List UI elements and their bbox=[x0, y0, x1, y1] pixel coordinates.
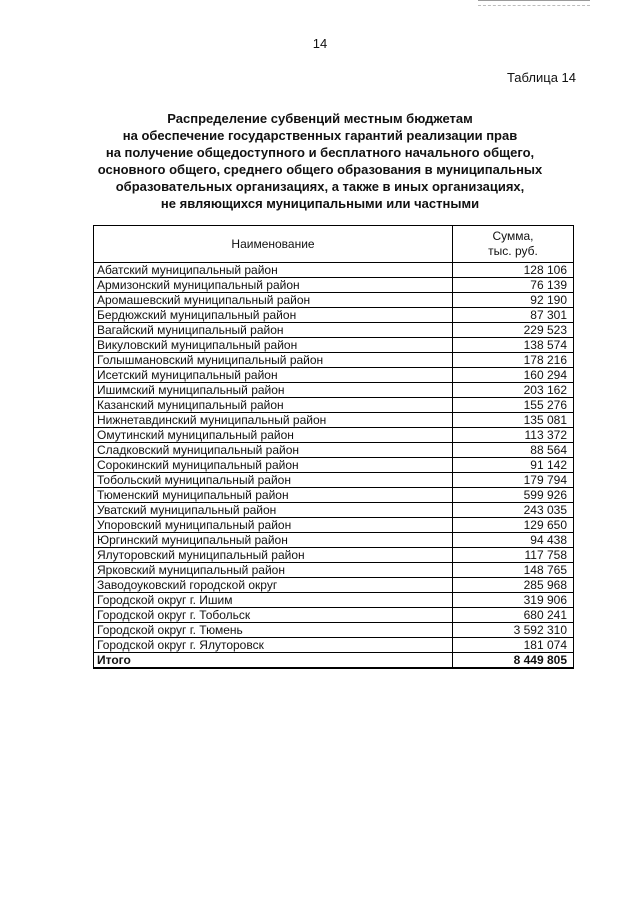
header-sum-unit: тыс. руб. bbox=[488, 244, 538, 258]
row-sum: 3 592 310 bbox=[453, 623, 574, 638]
table-row bbox=[94, 428, 574, 443]
table-row bbox=[94, 473, 574, 488]
title-line: на получение общедоступного и бесплатного начального общего, bbox=[105, 145, 535, 160]
row-name: Бердюжский муниципальный район bbox=[94, 308, 453, 323]
row-name: Голышмановский муниципальный район bbox=[94, 353, 453, 368]
row-sum: 91 142 bbox=[453, 458, 574, 473]
total-sum: 8 449 805 bbox=[453, 653, 574, 669]
title-line: на обеспечение государственных гарантий реализации прав bbox=[122, 128, 518, 143]
header-sum-line: Сумма, bbox=[492, 229, 534, 243]
row-sum: 203 162 bbox=[453, 383, 574, 398]
row-sum: 599 926 bbox=[453, 488, 574, 503]
row-name: Казанский муниципальный район bbox=[94, 398, 453, 413]
table-row bbox=[94, 368, 574, 383]
table-row bbox=[94, 398, 574, 413]
row-name: Городской округ г. Ялуторовск bbox=[94, 638, 453, 653]
row-sum: 129 650 bbox=[453, 518, 574, 533]
corner-scan-mark bbox=[478, 0, 590, 6]
table-label: Таблица 14 bbox=[506, 70, 576, 85]
row-sum: 229 523 bbox=[453, 323, 574, 338]
row-name: Городской округ г. Тюмень bbox=[94, 623, 453, 638]
row-sum: 178 216 bbox=[453, 353, 574, 368]
document-title bbox=[60, 110, 580, 212]
table-row bbox=[94, 413, 574, 428]
header-sum bbox=[453, 226, 574, 263]
row-name: Заводоуковский городской округ bbox=[94, 578, 453, 593]
row-name: Сладковский муниципальный район bbox=[94, 443, 453, 458]
title-line: Распределение субвенций местным бюджетам bbox=[167, 111, 473, 126]
total-label: Итого bbox=[94, 653, 453, 669]
row-name: Аромашевский муниципальный район bbox=[94, 293, 453, 308]
row-name: Викуловский муниципальный район bbox=[94, 338, 453, 353]
row-sum: 148 765 bbox=[453, 563, 574, 578]
row-sum: 243 035 bbox=[453, 503, 574, 518]
table-row bbox=[94, 638, 574, 653]
table-row bbox=[94, 548, 574, 563]
row-name: Ярковский муниципальный район bbox=[94, 563, 453, 578]
row-name: Исетский муниципальный район bbox=[94, 368, 453, 383]
table-row bbox=[94, 308, 574, 323]
table-row bbox=[94, 278, 574, 293]
table-row bbox=[94, 533, 574, 548]
row-sum: 155 276 bbox=[453, 398, 574, 413]
row-sum: 87 301 bbox=[453, 308, 574, 323]
table-row bbox=[94, 353, 574, 368]
row-name: Ялуторовский муниципальный район bbox=[94, 548, 453, 563]
table-row bbox=[94, 488, 574, 503]
header-name: Наименование bbox=[94, 226, 453, 263]
row-name: Ишимский муниципальный район bbox=[94, 383, 453, 398]
row-sum: 94 438 bbox=[453, 533, 574, 548]
row-sum: 680 241 bbox=[453, 608, 574, 623]
row-sum: 76 139 bbox=[453, 278, 574, 293]
table-row bbox=[94, 578, 574, 593]
total-row bbox=[94, 653, 574, 669]
row-name: Вагайский муниципальный район bbox=[94, 323, 453, 338]
row-name: Юргинский муниципальный район bbox=[94, 533, 453, 548]
table-body bbox=[94, 263, 574, 653]
table-row bbox=[94, 443, 574, 458]
row-name: Тобольский муниципальный район bbox=[94, 473, 453, 488]
row-sum: 319 906 bbox=[453, 593, 574, 608]
row-sum: 181 074 bbox=[453, 638, 574, 653]
row-sum: 179 794 bbox=[453, 473, 574, 488]
table-row bbox=[94, 593, 574, 608]
row-sum: 285 968 bbox=[453, 578, 574, 593]
row-name: Тюменский муниципальный район bbox=[94, 488, 453, 503]
row-sum: 160 294 bbox=[453, 368, 574, 383]
table-row bbox=[94, 338, 574, 353]
row-name: Омутинский муниципальный район bbox=[94, 428, 453, 443]
table-row bbox=[94, 608, 574, 623]
row-name: Городской округ г. Ишим bbox=[94, 593, 453, 608]
title-line: основного общего, среднего общего образования в муниципальных bbox=[97, 162, 543, 177]
row-name: Сорокинский муниципальный район bbox=[94, 458, 453, 473]
table-row bbox=[94, 263, 574, 278]
table-row bbox=[94, 383, 574, 398]
table-row bbox=[94, 458, 574, 473]
table-row bbox=[94, 623, 574, 638]
subventions-table bbox=[93, 225, 574, 669]
table-header-row bbox=[94, 226, 574, 263]
row-sum: 113 372 bbox=[453, 428, 574, 443]
row-sum: 88 564 bbox=[453, 443, 574, 458]
row-sum: 117 758 bbox=[453, 548, 574, 563]
table-row bbox=[94, 323, 574, 338]
row-sum: 135 081 bbox=[453, 413, 574, 428]
row-name: Уватский муниципальный район bbox=[94, 503, 453, 518]
row-sum: 138 574 bbox=[453, 338, 574, 353]
page-number: 14 bbox=[312, 36, 328, 51]
title-line: образовательных организациях, а также в иных организациях, bbox=[115, 179, 525, 194]
table-row bbox=[94, 518, 574, 533]
table-row bbox=[94, 503, 574, 518]
table-row bbox=[94, 293, 574, 308]
table-row bbox=[94, 563, 574, 578]
row-name: Абатский муниципальный район bbox=[94, 263, 453, 278]
row-sum: 128 106 bbox=[453, 263, 574, 278]
row-name: Упоровский муниципальный район bbox=[94, 518, 453, 533]
title-line: не являющихся муниципальными или частными bbox=[160, 196, 480, 211]
row-name: Городской округ г. Тобольск bbox=[94, 608, 453, 623]
row-name: Нижнетавдинский муниципальный район bbox=[94, 413, 453, 428]
row-sum: 92 190 bbox=[453, 293, 574, 308]
row-name: Армизонский муниципальный район bbox=[94, 278, 453, 293]
